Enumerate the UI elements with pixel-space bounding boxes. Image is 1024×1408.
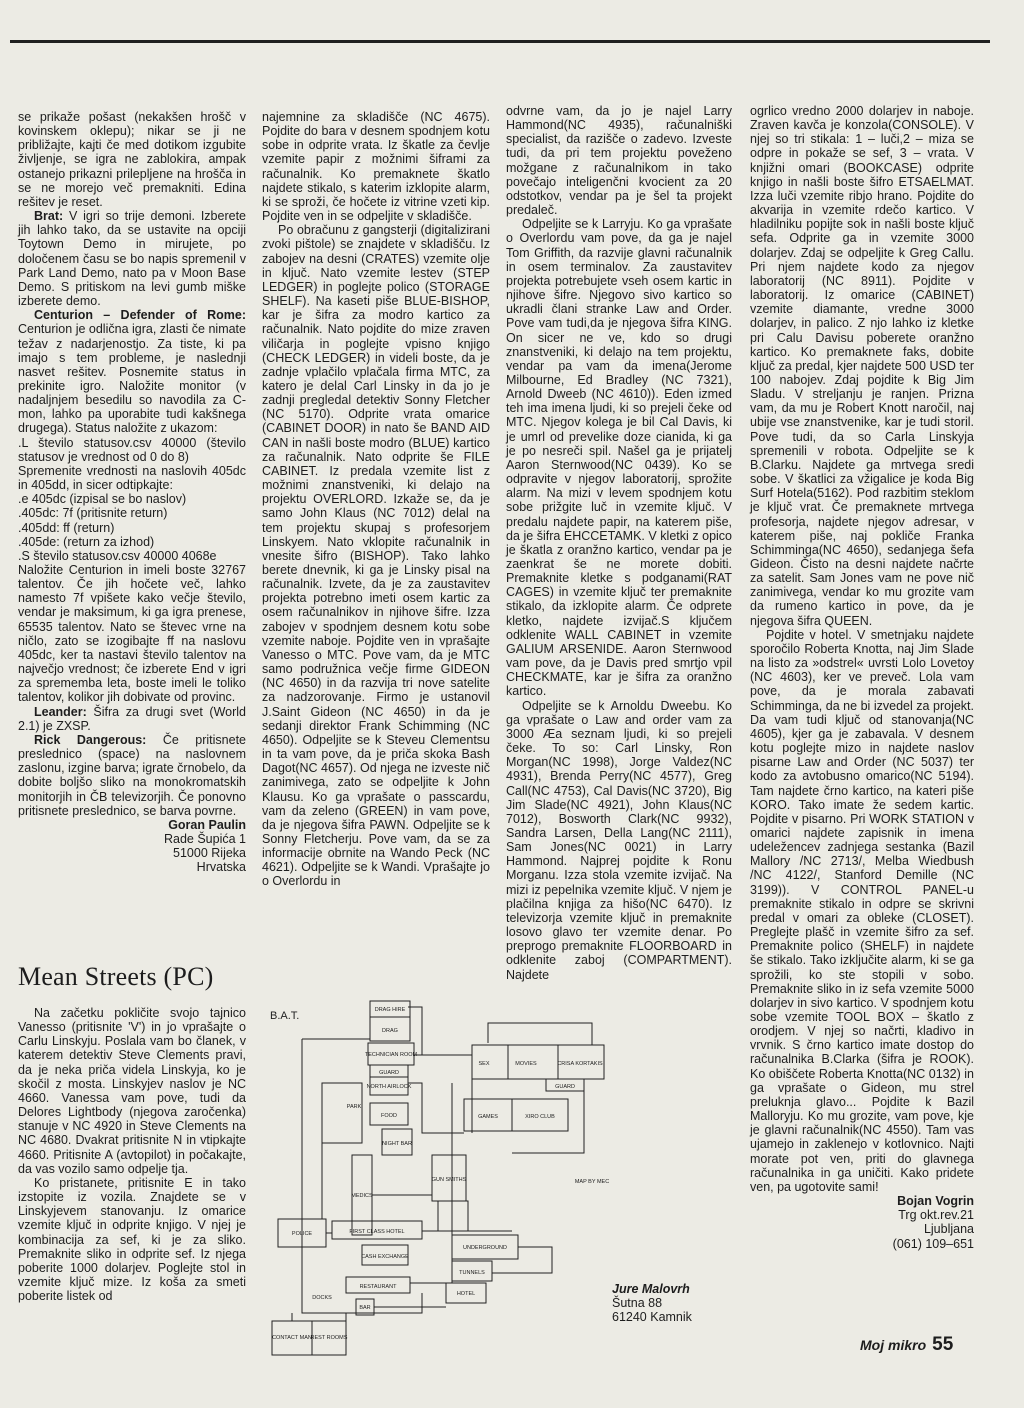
col2-paragraph: Po obračunu z gangsterji (digitalizirani zvoki pištole) se znajdete v skladišču. Iz zabojev na desni (CRATES) vzemite olje in ključ. Nato vzemite lestev (STEP LEDGER) in poglejte polico (STORAGE SHELF). Na kaseti piše BLUE-BISHOP, kar je šifra za modro kartico za računalnik. Nato pojdite do mize zraven viličarja in poglejte vpisno knjigo (CHECK LEDGER) in videli boste, da je zadnje vplačilo vplačala firma MTC, za katero je delal Carl Linsky in da jo je zadnji pregledal detektiv Sonny Fletcher (NC 5170). Odprite vrata omarice (CABINET DOOR) in nato še BAND AID CAN in našli boste modro (BLUE) kartico za računalnik. Nato odprite še FILE CABINET. Iz predala vzemite list z možnimi znanstveniki, ki delajo na projektu OVERLORD. Izkaže se, da je samo John Klaus (NC 7012) delal na tem projektu skupaj s profesorjem Linskyem. Nato vklopite računalnik in vnesite šifro (BISHOP). Tako lahko berete dnevnik, ki ga je Linsky pisal na računalnik. Izvete, da je za zaustavitev projekta potrebno imeti osem kartic za osem računalnikov in njihove šifre. Izza zabojev v spodnjem desnem kotu sobe vzemite naboje. Pojdite ven in vprašajte Vanesso o MTC. Pove vam, da je MTC samo podružnica večje firme GIDEON (NC 4650) in da razvija tri nove satelite za nadzorovanje. Firmo je ustanovil J.Saint Gideon (NC 4650) in da je sedanji direktor Frank Schimming (NC 4650). Odpeljite se k Steveu Clementsu in ta vam pove, da je priča skoka Bash Dagot(NC 4657). Od njega ne izveste nič zanimivega, zato se odpeljite k John Klausu. Ko ga vprašate o passcardu, vam da zeleno (GREEN) in vam pove, da je njegova šifra PAWN. Odpeljite se k Sonny Fletcherju. Pove vam, da se za informacije obrnite na Wando Peck (NC 4621). Odpeljite se k Wandi. Vprašajte jo o Overlordu in — [262, 223, 490, 889]
col1-paragraph: Centurion – Defender of Rome: Centurion je odlična igra, zlasti če nimate težav z nadarjenostjo. Za tiste, ki pa imajo s tem probleme, je naslednji nasvet rešitev. Posnemite status in prekinite igro. Naložite monitor (v nadaljnjem besedilu so navodila za C-mon, lahko pa uporabite tudi kakšnega drugega). Status naložite z ukazom: — [18, 308, 246, 436]
map-room-tunnels: TUNNELS — [459, 1270, 485, 1276]
section-title: Mean Streets (PC) — [18, 962, 214, 991]
page-number: 55 — [932, 1334, 954, 1355]
map-room-food: FOOD — [381, 1113, 397, 1119]
map-room-guard-2: GUARD — [555, 1084, 575, 1090]
page-footer — [860, 1334, 953, 1356]
column-1 — [18, 110, 246, 874]
map-room-technician: TECHNICIAN ROOM — [364, 1052, 418, 1058]
col1-paragraph: .405dd: ff (return) — [18, 520, 115, 535]
top-rule — [10, 40, 990, 43]
col3-paragraph: odvrne vam, da jo je najel Larry Hammond(NC 4935), računalniški specialist, da razišče o zadevo. Izveste tudi, da pri tem projektu poveženo možgane z računalnikom in tako povečajo inteligenčni kvocient za 20 odstotkov, vendar pa je šel ta projekt predaleč. — [506, 104, 732, 218]
signature-4-name-line — [750, 1194, 974, 1208]
map-room-park: PARK — [346, 1104, 362, 1110]
map-room-rest-rooms: REST ROOMS — [310, 1335, 348, 1341]
map-room-first-class-hotel: FIRST CLASS HOTEL — [349, 1229, 405, 1235]
map-room-gun-smiths: GUN SMITHS — [431, 1177, 467, 1183]
paragraph-lead: Leander: — [34, 704, 87, 719]
signature-4 — [750, 1194, 974, 1251]
col2-paragraph: najemnine za skladišče (NC 4675). Pojdite do bara v desnem spodnjem kotu sobe in odprite vrata. Iz škatle za čevlje vzemite papir z možnimi šiframi za računalnik. Ko premaknete škatlo najdete stikalo, s katerim izklopite alarm, ki se sproži, če hočete iz vitrine vzeti kip. Pojdite ven in se odpeljite v skladišče. — [262, 110, 490, 224]
map-room-drag: DRAG — [382, 1028, 398, 1034]
col1-paragraph: Naložite Centurion in imeli boste 32767 talentov. Če jih hočete več, lahko namesto 7f vpišete kako večje število, vendar je maksimum, ki ga igra prenese, 65535 talentov. Nato se števec vrne na ničlo, zato se izogibajte ff na naslovu 405dc, ker ta nastavi število talentov na največjo vrednost; če izberete End v igri za sprememba leta, boste imeli le toliko talentov, kolikor jih dobivate od provinc. — [18, 563, 246, 705]
column-3 — [506, 104, 732, 982]
map-room-sex: SEX — [478, 1061, 490, 1067]
col1-paragraph: .e 405dc (izpisal se bo naslov) — [18, 492, 187, 507]
signature-4-city: Ljubljana — [923, 1222, 974, 1237]
col1b-paragraph: Ko pristanete, pritisnite E in tako izstopite iz vozila. Znajdete se v Linskyjevem stanovanju. Iz omarice vzemite ključ in odprite knjigo. V njej je kombinacija za sef, ki je za sliko. Premaknite sliko in odprite sef. Iz njega poberite 1000 dolarjev. Poglejte stol in vzemite ključ mize. Iz koša za smeti poberite listek od — [18, 1175, 246, 1304]
map-room-north-airlock: NORTH AIRLOCK — [366, 1084, 412, 1090]
paragraph-lead: Rick Dangerous: — [34, 732, 147, 747]
map-room-xiro-club: XIRO CLUB — [525, 1114, 555, 1120]
map-room-medics: MEDICS — [351, 1193, 373, 1199]
col3-paragraph: Odpeljite se k Arnoldu Dweebu. Ko ga vprašate o Law and order vam za 3000 Æa seznam ljudi, ki so prejeli čeke. To so: Carl Linsky, Ron Morgan(NC 1998), Jorge Valdez(NC 4931), Brenda Perry(NC 4577), Greg Call(NC 4753), Cal Davis(NC 3720), Big Jim Slade(NC 4921), John Klaus(NC 7012), Bosworth Clark(NC 9932), Sandra Larsen, Della Lang(NC 2111), Sam Jones(NC 0021) in Larry Hammond. Najprej pojdite k Ronu Morganu. Izza stola vzemite izvijač. Na mizi iz pepelnika vzemite ključ. V njem je plačilna knjiga za hišo(NC 6470). Iz televizorja vzemite ključ in premaknite losovo glavo ter vzemite denar. Po preprogo premaknite FLOORBOARD in odklenite zaboj (COMPARTMENT). Najdete — [506, 698, 732, 982]
col4-paragraph: Pojdite v hotel. V smetnjaku najdete sporočilo Roberta Knotta, naj Jim Slade na listo za »odstrel« uvrsti Lolo Lovetoy (NC 4603), ker ve preveč. Lola vam pove, da je morala zabavati Schimminga, da ne bi izvedel za projekt. Da vam tudi ključ od stanovanja(NC 4605), kjer ga je zabavala. V desnem kotu poglejte mizo in najdete naslov pisarne Law and Order (NC 5037) ter kodo za avtobusno omarico(NC 5194). Tam najdete črno kartico, na kateri piše KORO. Tako imate že sedem kartic. Pojdite v pisarno. Pri WORK STATION v omarici najdete zapisnik in imena udeležencev zadnjega sestanka (Bazil Mallory /NC 2713/, Melba Wiedbush /NC 4122/, Stanford Demille (NC 3199)). V CONTROL PANEL-u premaknite stikalo in odpre se skrivni predal v omari za obleke (CLOSET). Preglejte plašč in vzemite šifro za sef. Premaknite polico (SHELF) in najdete še stikalo. Tako izključite alarm, ki se ga sprožili, ko ste stopili v sobo. Premaknite sliko in iz sefa vzemite 5000 dolarjev in sivo kartico. V spodnjem kotu sobe vzemite TOOL BOX – škatlo z orodjem. V njej so načrti, kladivo in vrvnik. S črno kartico imate dostop do računalnika B.Clarka (šifra je ROOK). Ko obiščete Roberta Knotta(NC 0132) in ga vprašate o Gideon, mu strel preluknja glavo... Pojdite k Bazil Malloryju. Ko mu grozite, vam pove, kje je glavni računalnik(NC 4550). Tam vas ujamejo in zaklenejo v kotlovnico. Najti morate pot ven, priti do glavnega računalnika in ga uničiti. Kako pridete ven, pa ugotovite sami! — [750, 627, 974, 1194]
col1b-paragraph: Na začetku pokličite svojo tajnico Vanesso (pritisnite 'V') in jo vprašajte o Carlu Linskyju. Poslala vam bo članek, v katerem detektiv Steve Clements pravi, da je neka priča videla Linskyja, ko je skočil z mosta. Linskyjev naslov je NC 4660. Vanessa vam pove, tudi da Delores Lightbody (njegova zaročenka) stanuje v NC 4920 in Steve Clements na NC 4680. Dvakrat pritisnite N in vtipkajte 4660. Pritisnite A (avtopilot) in počakajte, da vas vozilo samo odpelje tja. — [18, 1006, 246, 1176]
col4-paragraph: ogrlico vredno 2000 dolarjev in naboje. Zraven kavča je konzola(CONSOLE). V njej so tri stikala: 1 – luči,2 – miza se odpre in pokaže se sef, 3 – vrata. V knjižni omari (BOOKCASE) odprite knjigo in našli boste šifro ETSAELMAT. Izza luči vzemite ribjo hrano. Pojdite do akvarija in vzemite rdečo kartico. V hladilniku popijte sok in našli boste ključ sefa. Odprite ga in vzemite 3000 dolarjev. Zdaj se odpeljite k Greg Callu. Pri njem najdete kodo za njegov laboratorij (NC 8911). Pojdite v laboratorij. Iz omarice (CABINET) vzemite diamante, vredne 3000 dolarjev, in palico. Z njo lahko iz kletke pri Calu Davisu poberete oranžno kartico. Ko premaknete faks, dobite ključ za predal, kjer najdete 500 USD ter 100 nabojev. Zdaj pojdite k Big Jim Sladu. V streljanju je ranjen. Prizna vam, da mu je Robert Knott naročil, naj ubije vse znanstvenike, kar je tudi storil. Pove tudi, da so Carla Linskyja spremenili v robota. Odpeljite se k B.Clarku. Najdete ga mrtvega sredi sobe. V škatlici za vžigalice je koda Big Surf Hotela(5162). Pod razbitim steklom je ključ vrat. Če premaknete mrtvega profesorja, najdete njegov adresar, v katerem piše, naj pokliče Franka Schimminga(NC 4650), sedanjega šefa Gideon. Čisto na desni najdete načrte za satelit. Sam Jones vam ne pove nič zanimivega, vendar ko mu grozite vam da rumeno kartico in pove, da je njegova šifra QUEEN. — [750, 104, 974, 628]
map-room-cash-exchange: CASH EXCHANGE — [361, 1254, 409, 1260]
signature-1-city: 51000 Rijeka — [173, 846, 246, 861]
column-4 — [750, 104, 974, 1251]
map-room-games: GAMES — [478, 1114, 498, 1120]
map-room-drag-hire: DRAG HIRE — [374, 1007, 406, 1013]
col1-paragraph: .405de: (return za izhod) — [18, 534, 155, 549]
signature-4-phone: (061) 109–651 — [892, 1236, 974, 1251]
col1-paragraph: Leander: Šifra za drugi svet (World 2.1) je ZXSP. — [18, 704, 246, 733]
signature-1-name-line — [18, 818, 246, 832]
paragraph-lead: Brat: — [34, 209, 64, 224]
map-room-bar: BAR — [359, 1305, 371, 1311]
map-by-mec: MAP BY MEC — [574, 1179, 610, 1185]
map-label: B.A.T. — [270, 1010, 300, 1022]
byline-col3 — [612, 1282, 692, 1324]
column-2 — [262, 110, 490, 889]
map-room-police: POLICE — [291, 1231, 313, 1237]
map-room-contact-man: CONTACT MAN — [272, 1335, 312, 1341]
col1-paragraph: .S število statusov.csv 40000 4068e — [18, 548, 217, 563]
map-room-underground: UNDERGROUND — [463, 1245, 507, 1251]
map-room-docks: DOCKS — [312, 1295, 332, 1301]
signature-1-street: Rade Šupića 1 — [163, 831, 246, 846]
map-room-guard: GUARD — [379, 1070, 399, 1076]
author-name-3: Jure Malovrh — [612, 1282, 690, 1296]
paragraph-lead: Centurion – Defender of Rome: — [34, 308, 246, 323]
signature-1-country: Hrvatska — [196, 860, 246, 875]
map-room-night-bar: NIGHT BAR — [382, 1141, 412, 1147]
signature-1-name: Goran Paulin — [168, 817, 246, 832]
col1-paragraph: Brat: V igri so trije demoni. Izberete jih lahko tako, da se ustavite na opciji Toytown Demo in mirujete, po določenem času se bo napis spremenil v Park Land Demo, nato pa v Moon Base Demo. S pritiskom na levi gumb miške izberete demo. — [18, 209, 246, 309]
signature-1 — [18, 818, 246, 875]
col1-paragraph: se prikaže pošast (nekakšen hrošč v kovinskem oklepu); nikar se ji ne približajte, kajti če med dotikom izgubite življenje, se igra ne zablokira, ampak ostanejo prikazni prilepljene na hrošča in se ne morejo več premakniti. Edina rešitev je reset. — [18, 110, 246, 209]
map-room-restaurant: RESTAURANT — [359, 1284, 397, 1290]
map-room-hotel: HOTEL — [456, 1291, 476, 1297]
map-room-crisa: CRISA KORTAKIS — [557, 1061, 603, 1067]
magazine-name: Moj mikro — [860, 1337, 927, 1353]
col1-paragraph: .405dc: 7f (pritisnite return) — [18, 506, 168, 521]
col1-paragraph: Rick Dangerous: Če pritisnete preslednico (space) na naslovnem zaslonu, izgine barva; igrate črnobelo, da dobite boljšo sliko na monokromatskih monitorjih in ČB televizorjih. Če ponovno pritisnete preslednico, se barva povrne. — [18, 732, 246, 818]
signature-4-street: Trg okt.rev.21 — [898, 1208, 974, 1223]
author-street-3: Šutna 88 — [612, 1296, 663, 1311]
author-city-3: 61240 Kamnik — [612, 1310, 692, 1325]
col1-paragraph: .L število statusov.csv 40000 (število statusov je vrednost od 0 do 8) — [18, 435, 246, 464]
map-labels — [272, 1007, 609, 1341]
map-room-movies: MOVIES — [515, 1061, 537, 1067]
col3-paragraph: Odpeljite se k Larryju. Ko ga vprašate o Overlordu vam pove, da ga je najel Tom Griffith, da razvije glavni računalnik in osem terminalov. Za zaustavitev projekta potrebujete vseh osem kartic in njihove šifre. Njegovo sivo kartico so ukradli člani stranke Law and Order. Pove vam tudi,da je njegova šifra KING. On sicer ne ve, kdo so drugi znanstveniki, ki delajo na tem projektu, vendar pa vam da imena(Jerome Milbourne, Ed Bradley (NC 7321), Arnold Dweeb (NC 4610)). Eden izmed teh ima imena ljudi, ki so prejeli čeke od MTC. Njegov kolega je bil Cal Davis, ki je umrl od prevelike doze cianida, ki ga je po nesreči spil. Našel ga je prijatelj Aaron Sternwood(NC 0439). Ko se odpravite v njegov laboratorij, sprožite alarm. Na mizi v levem spodnjem kotu sobe prižgite luč in vzemite ključ. V predalu najdete papir, na katerem piše, da je šifra EHCCETAMK. V kletki z opico je škatla z oranžno kartico, vendar pa je zaenkrat še ne morete dobiti. Premaknite kletke s podganami(RAT CAGES) in vzemite ključ ter premaknite stikalo, da izklopite alarm. Če odprete kletko, najdete izvijač.S ključem odklenite WALL CABINET in vzemite GALIUM ARSENIDE. Aaron Sternwood vam pove, da je Davis pred smrtjo vpil CHECKMATE, kar je šifra za oranžno kartico. — [506, 217, 732, 699]
column-1-bottom — [18, 1006, 246, 1303]
signature-4-name: Bojan Vogrin — [897, 1194, 974, 1209]
col1-paragraph: Spremenite vrednosti na naslovih 405dc in 405dd, in sicer odtipkajte: — [18, 463, 246, 493]
